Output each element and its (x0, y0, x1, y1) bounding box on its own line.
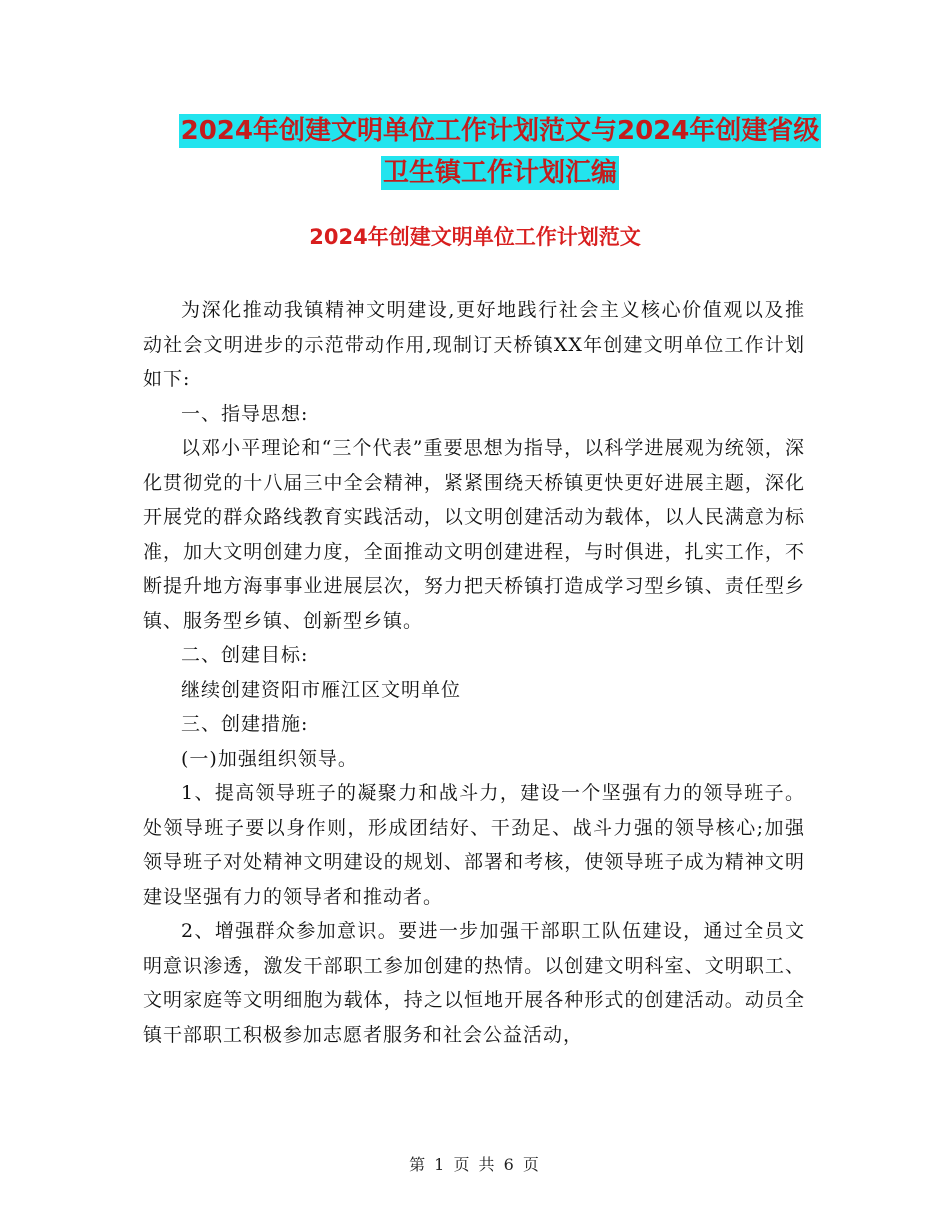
paragraph: 以邓小平理论和“三个代表”重要思想为指导，以科学进展观为统领，深化贯彻党的十八届三中全会精神，紧紧围绕天桥镇更快更好进展主题，深化开展党的群众路线教育实践活动，以文明创建活动为载体，以人民满意为标准，加大文明创建力度，全面推动文明创建进程，与时俱进，扎实工作，不断提升地方海事事业进展层次，努力把天桥镇打造成学习型乡镇、责任型乡镇、服务型乡镇、创新型乡镇。 (143, 437, 805, 632)
document-title (140, 110, 860, 194)
section-subtitle: 2024年创建文明单位工作计划范文 (309, 225, 641, 249)
document-body (143, 293, 805, 1052)
paragraph: 二、创建目标: (181, 644, 309, 666)
paragraph: 三、创建措施: (181, 713, 309, 735)
page-number-footer: 第 1 页 共 6 页 (409, 1155, 541, 1174)
paragraph: 为深化推动我镇精神文明建设,更好地践行社会主义核心价值观以及推动社会文明进步的示范带动作用,现制订天桥镇XX年创建文明单位工作计划如下: (143, 299, 805, 390)
title-line-1: 2024年创建文明单位工作计划范文与2024年创建省级 (180, 116, 820, 146)
title-line-2: 卫生镇工作计划汇编 (382, 158, 617, 188)
paragraph: (一)加强组织领导。 (181, 747, 358, 770)
paragraph: 继续创建资阳市雁江区文明单位 (181, 678, 462, 701)
paragraph: 2、增强群众参加意识。要进一步加强干部职工队伍建设，通过全员文明意识渗透，激发干部职工参加创建的热情。以创建文明科室、文明职工、文明家庭等文明细胞为载体，持之以恒地开展各种形式的创建活动。动员全镇干部职工积极参加志愿者服务和社会公益活动， (143, 920, 805, 1046)
paragraph: 一、指导思想: (181, 402, 309, 425)
paragraph: 1、提高领导班子的凝聚力和战斗力，建设一个坚强有力的领导班子。处领导班子要以身作则，形成团结好、干劲足、战斗力强的领导核心;加强领导班子对处精神文明建设的规划、部署和考核，使领导班子成为精神文明建设坚强有力的领导者和推动者。 (143, 782, 805, 908)
